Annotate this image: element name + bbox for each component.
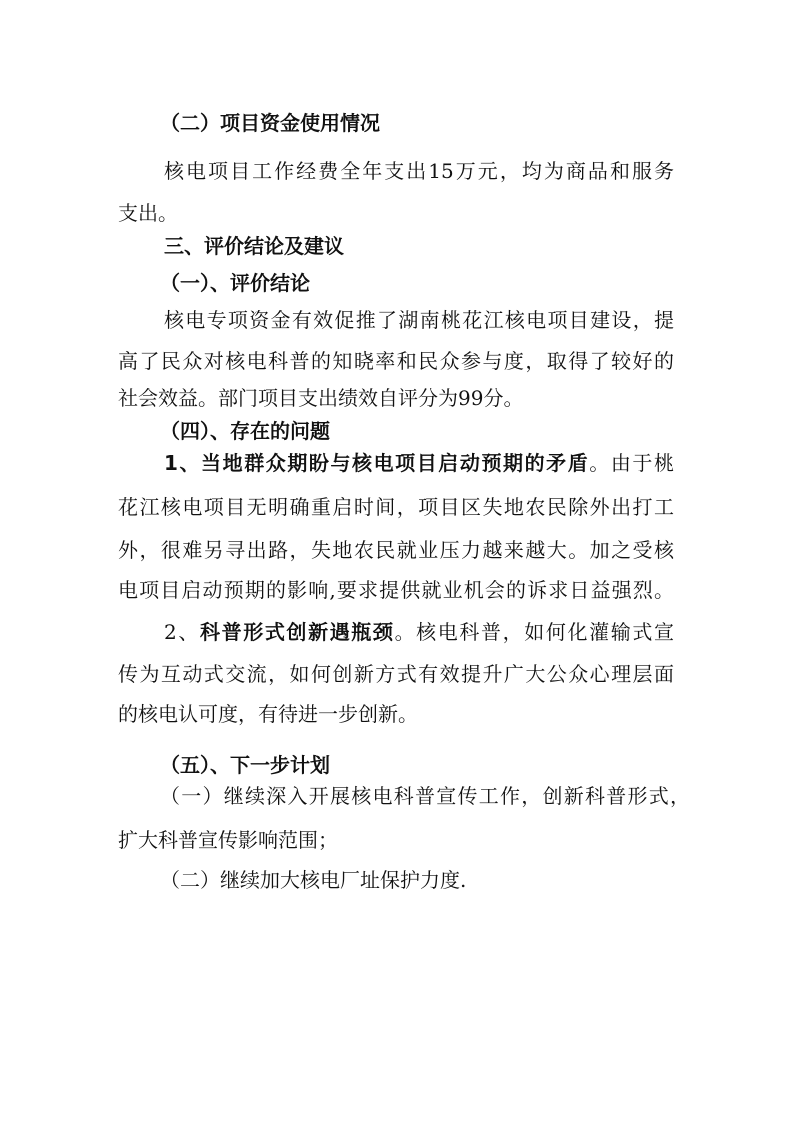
issue-2-text: 。核电科普，如何化灌输式宣 bbox=[394, 620, 675, 644]
paragraph-line: 社会效益。部门项目支出绩效自评分为99分。 bbox=[118, 386, 524, 410]
section-heading-funds-usage: （二）项目资金使用情况 bbox=[160, 111, 380, 135]
paragraph-line: 核电项目工作经费全年支出15万元，均为商品和服务 bbox=[164, 159, 674, 183]
paragraph-line: 传为互动式交流，如何创新方式有效提升广大公众心理层面 bbox=[118, 662, 674, 686]
paragraph-line: 核电专项资金有效促推了湖南桃花江核电项目建设，提 bbox=[164, 308, 674, 332]
paragraph-line: 扩大科普宣传影响范围； bbox=[118, 828, 338, 852]
paragraph-line bbox=[164, 450, 674, 476]
issue-1-text: 。由于桃 bbox=[589, 451, 675, 475]
paragraph-line: （一）继续深入开展核电科普宣传工作，创新科普形式， bbox=[160, 784, 690, 808]
subsection-heading-conclusion: （一）、评价结论 bbox=[160, 271, 310, 295]
paragraph-line: 高了民众对核电科普的知晓率和民众参与度，取得了较好的 bbox=[118, 349, 674, 373]
paragraph-line: 电项目启动预期的影响,要求提供就业机会的诉求日益强烈。 bbox=[118, 578, 674, 602]
issue-2-title: 科普形式创新遇瓶颈 bbox=[199, 620, 395, 644]
section-heading-conclusions: 三、评价结论及建议 bbox=[164, 234, 344, 258]
paragraph-line bbox=[164, 619, 674, 645]
subsection-heading-issues: （四）、存在的问题 bbox=[160, 419, 330, 443]
issue-1-title: 1、当地群众期盼与核电项目启动预期的矛盾 bbox=[164, 451, 590, 475]
issue-2-number: 2、 bbox=[164, 620, 200, 644]
paragraph-line: 的核电认可度，有待进一步创新。 bbox=[118, 702, 418, 726]
paragraph-line: 外，很难另寻出路，失地农民就业压力越来越大。加之受核 bbox=[118, 538, 674, 562]
paragraph-line: 花江核电项目无明确重启时间，项目区失地农民除外出打工 bbox=[118, 495, 674, 519]
subsection-heading-next-steps: （五）、下一步计划 bbox=[160, 753, 330, 777]
paragraph-line: （二）继续加大核电厂址保护力度. bbox=[160, 868, 467, 892]
paragraph-line: 支出。 bbox=[118, 201, 178, 225]
